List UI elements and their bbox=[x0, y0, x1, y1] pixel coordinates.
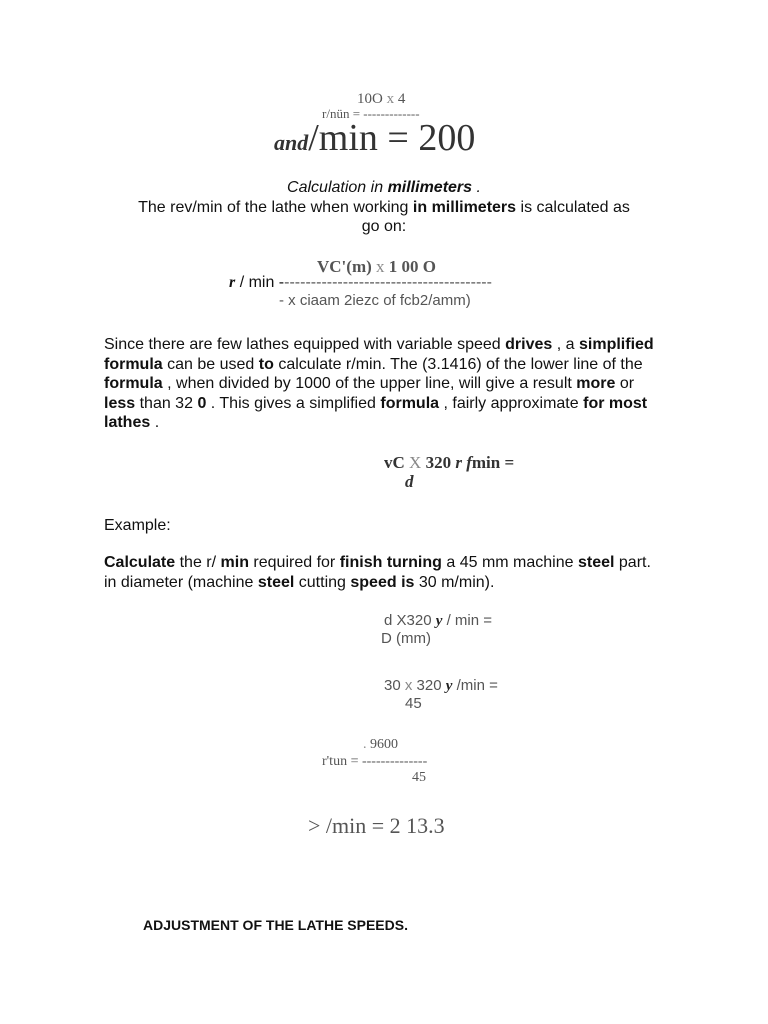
example-label: Example: bbox=[104, 517, 171, 534]
formula2-numerator-b: 1 00 O bbox=[388, 257, 436, 276]
calc-heading-bold: millimeters bbox=[387, 179, 473, 196]
para1-t3: can be used bbox=[167, 355, 255, 373]
para1-t2: , a bbox=[556, 336, 575, 353]
formula5-line1-b: 320 bbox=[416, 677, 442, 694]
para1-t10: . bbox=[154, 414, 160, 431]
formula2-lhs-rest: / min - bbox=[239, 274, 285, 291]
para2-b5: steel bbox=[257, 573, 295, 591]
formula5-x: x bbox=[404, 677, 413, 694]
formula6-denominator: 45 bbox=[412, 770, 426, 785]
formula3-f: f bbox=[466, 453, 472, 472]
formula4-line1-b: / min = bbox=[446, 612, 492, 629]
calc-line2 bbox=[0, 199, 768, 217]
paragraph-lathes bbox=[104, 335, 664, 433]
calc-line2-b: is calculated as bbox=[520, 199, 630, 216]
para1-b5: more bbox=[576, 375, 616, 392]
para2-b6: speed is bbox=[350, 573, 415, 591]
formula1-numerator-x: x bbox=[386, 91, 395, 107]
formula3-r: r bbox=[455, 453, 462, 472]
para2-b1: Calculate bbox=[104, 554, 176, 571]
para1-b3: to bbox=[258, 355, 274, 373]
formula3-320: 320 bbox=[425, 453, 452, 472]
para2-b4: steel bbox=[577, 554, 615, 571]
formula2-dashes: --------------------------------------- bbox=[284, 274, 492, 291]
formula5-y: y bbox=[445, 678, 453, 694]
formula4-line1-a: d X320 bbox=[384, 612, 432, 629]
para1-b2: simplified formula bbox=[104, 336, 654, 373]
formula5-line1 bbox=[384, 677, 498, 695]
formula3-vc: vC bbox=[384, 453, 405, 472]
para1-b4: formula bbox=[104, 375, 163, 392]
para1-t7: than 32 bbox=[139, 394, 193, 412]
formula2-denominator: - x ciaam 2iezc of fcb2/amm) bbox=[279, 292, 471, 309]
formula1-numerator-a: 10O bbox=[357, 91, 383, 107]
formula5-line1-c: /min = bbox=[456, 677, 498, 694]
para1-b9: for most lathes bbox=[104, 394, 648, 431]
formula3-denominator: d bbox=[405, 472, 414, 491]
para1-b6: less bbox=[104, 394, 136, 412]
calc-heading bbox=[0, 179, 768, 197]
formula1-result bbox=[274, 116, 475, 160]
para2-b3: finish turning bbox=[339, 554, 442, 571]
calc-line3: go on: bbox=[361, 218, 407, 235]
formula2-lhs bbox=[229, 274, 492, 292]
para2-t5: cutting bbox=[298, 573, 346, 591]
formula1-lhs-line: r/nün = ------------- bbox=[322, 106, 420, 121]
calc-line2-bold: in millimeters bbox=[412, 199, 517, 216]
formula1-and: and bbox=[274, 130, 309, 155]
para1-t8: . This gives a simplified bbox=[210, 394, 376, 412]
calc-heading-suffix: . bbox=[476, 179, 481, 196]
paragraph-example bbox=[104, 553, 664, 592]
formula1-result-rest: /min = 200 bbox=[308, 117, 476, 159]
formula3-x: X bbox=[409, 453, 422, 472]
formula6-lhs-line: r'tun = -------------- bbox=[322, 754, 428, 769]
formula2-lhs-r: r bbox=[229, 274, 236, 291]
calc-line2-a: The rev/min of the lathe when working bbox=[138, 199, 409, 216]
calc-heading-prefix: Calculation in bbox=[287, 179, 384, 196]
section-heading: ADJUSTMENT OF THE LATHE SPEEDS. bbox=[143, 917, 408, 933]
formula2-numerator-a: VC'(m) bbox=[317, 257, 372, 276]
formula3-min: min = bbox=[471, 453, 515, 472]
formula1-numerator-b: 4 bbox=[397, 91, 406, 107]
para2-t3: a 45 mm machine bbox=[446, 554, 574, 571]
para2-b2: min bbox=[220, 554, 249, 571]
para2-t1: the r/ bbox=[179, 554, 217, 571]
para1-b7: 0 bbox=[197, 394, 207, 412]
formula3-line1 bbox=[384, 453, 514, 473]
para1-b8: formula bbox=[380, 394, 440, 412]
formula7-result: > /min = 2 13.3 bbox=[308, 813, 445, 838]
para2-t2: required for bbox=[253, 554, 336, 571]
formula6-numerator bbox=[363, 737, 398, 753]
para1-t4: calculate r/min. The (3.1416) of the lower line of the bbox=[278, 355, 643, 373]
formula2-numerator-x: x bbox=[376, 257, 385, 276]
para1-t6: or bbox=[619, 375, 635, 392]
formula4-line1 bbox=[384, 612, 492, 630]
formula5-line1-a: 30 bbox=[384, 677, 401, 694]
para1-t9: , fairly approximate bbox=[443, 394, 579, 412]
para2-t4: part. in diameter (machine bbox=[104, 554, 651, 591]
formula6-dot: . bbox=[363, 737, 367, 752]
para1-t5: , when divided by 1000 of the upper line, will give a result bbox=[167, 375, 572, 392]
para1-b1: drives bbox=[505, 336, 553, 353]
para2-t6: 30 m/min). bbox=[418, 573, 495, 591]
formula6-numerator-value: 9600 bbox=[370, 737, 398, 752]
formula5-line2: 45 bbox=[405, 695, 422, 712]
formula4-line2: D (mm) bbox=[381, 630, 431, 647]
para1-t1: Since there are few lathes equipped with variable speed bbox=[104, 336, 501, 353]
formula4-y: y bbox=[435, 613, 443, 629]
